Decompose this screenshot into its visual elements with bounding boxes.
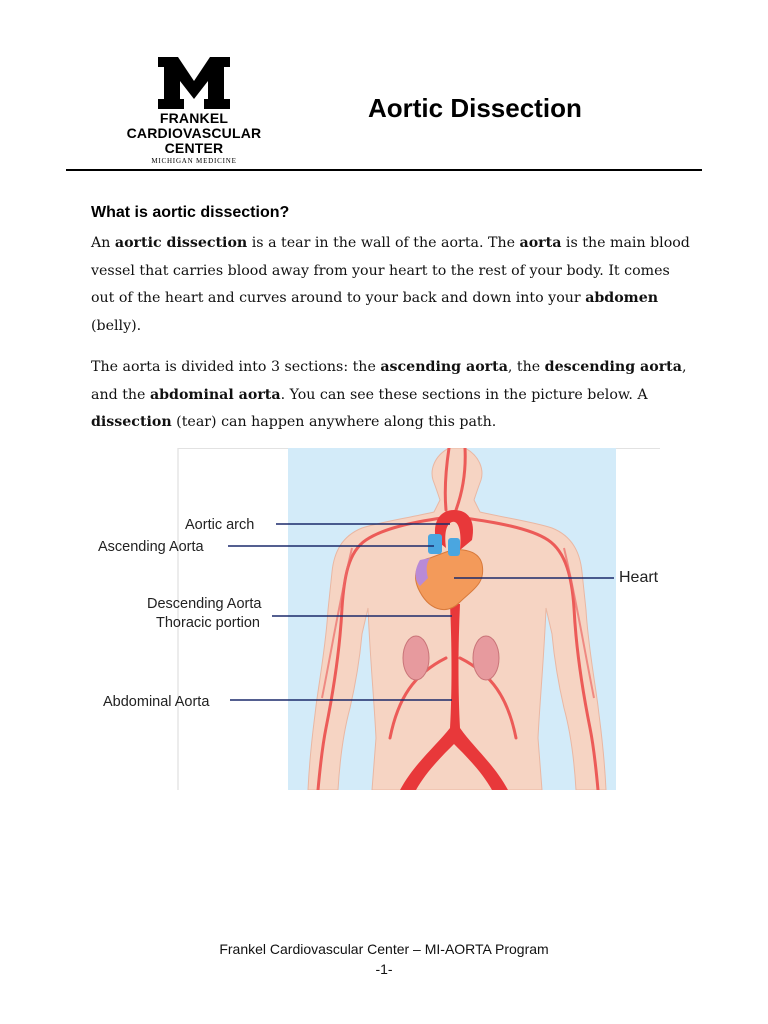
text-run: The aorta is divided into 3 sections: the bbox=[91, 359, 381, 375]
label-abdominal-aorta: Abdominal Aorta bbox=[103, 694, 210, 710]
aorta-diagram bbox=[94, 448, 682, 790]
frankel-logo bbox=[108, 55, 280, 165]
page-title: Aortic Dissection bbox=[368, 93, 582, 123]
text-run: is a tear in the wall of the aorta. The bbox=[247, 235, 520, 251]
right-kidney-icon bbox=[473, 636, 499, 680]
text-run: (belly). bbox=[91, 317, 142, 334]
text-run: , and the bbox=[91, 359, 687, 403]
logo-line-michigan-medicine: MICHIGAN MEDICINE bbox=[151, 157, 237, 165]
left-kidney-icon bbox=[403, 636, 429, 680]
text-run: , the bbox=[507, 359, 545, 375]
logo-line-center: CARDIOVASCULAR CENTER bbox=[126, 125, 262, 156]
label-heart: Heart bbox=[619, 569, 659, 586]
text-run: is the main blood vessel that carries blood away from your heart to the rest of your body. It comes out of the heart and curves around to your back and down into your bbox=[91, 235, 690, 306]
bold-term: aortic dissection bbox=[114, 235, 248, 251]
bold-term: dissection bbox=[91, 414, 172, 430]
label-ascending-aorta: Ascending Aorta bbox=[98, 539, 204, 555]
label-aortic-arch: Aortic arch bbox=[185, 517, 255, 533]
paragraph-1 bbox=[91, 230, 691, 340]
bold-term: abdominal aorta bbox=[149, 386, 281, 403]
text-run: An bbox=[91, 235, 115, 251]
section-heading: What is aortic dissection? bbox=[91, 204, 290, 221]
bold-term: descending aorta bbox=[544, 359, 682, 375]
label-thoracic-portion: Thoracic portion bbox=[156, 615, 260, 631]
footer-program: Frankel Cardiovascular Center – MI-AORTA Program bbox=[219, 941, 549, 957]
text-run: . You can see these sections in the picture below. A bbox=[280, 386, 648, 403]
bold-term: ascending aorta bbox=[380, 359, 508, 375]
page-number: -1- bbox=[375, 961, 393, 977]
bold-term: abdomen bbox=[585, 290, 659, 306]
paragraph-2 bbox=[91, 354, 691, 437]
header-divider bbox=[66, 169, 702, 171]
block-m-logo-icon bbox=[156, 55, 232, 111]
logo-line-frankel: FRANKEL bbox=[159, 110, 229, 126]
label-descending-aorta: Descending Aorta bbox=[147, 596, 262, 612]
text-run: (tear) can happen anywhere along this path. bbox=[171, 414, 497, 430]
bold-term: aorta bbox=[519, 235, 562, 251]
